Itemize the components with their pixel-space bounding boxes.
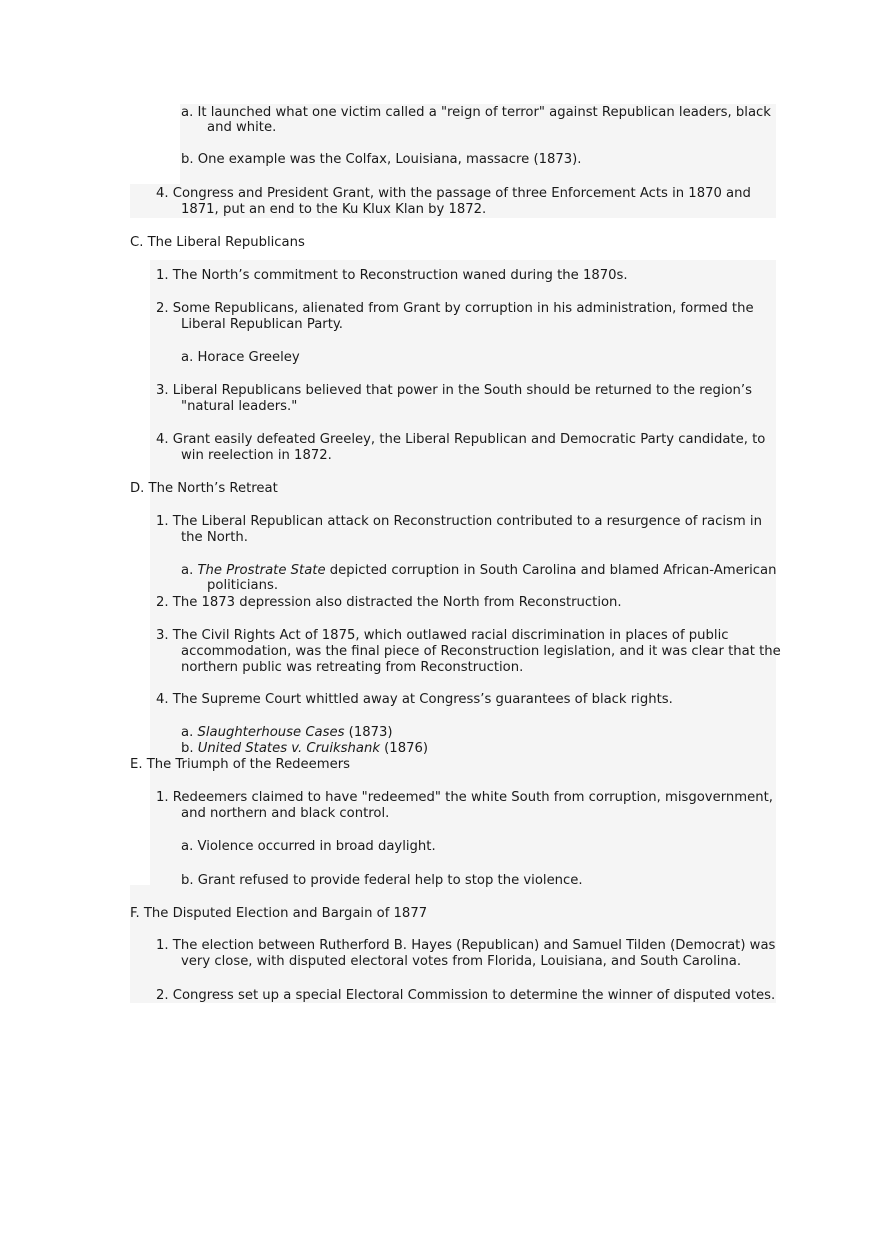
section-c-point-4-cont: win reelection in 1872.: [181, 448, 332, 463]
section-f-point-1: 1. The election between Rutherford B. Hayes (Republican) and Samuel Tilden (Democrat) was: [156, 938, 776, 953]
section-c-point-2a: a. Horace Greeley: [181, 350, 300, 365]
section-e-heading: E. The Triumph of the Redeemers: [130, 757, 351, 772]
section-c-point-2-cont: Liberal Republican Party.: [181, 317, 343, 332]
section-c-point-1: 1. The North’s commitment to Reconstruction waned during the 1870s.: [156, 268, 628, 283]
section-c-heading: C. The Liberal Republicans: [130, 235, 305, 250]
section-d-point-3-cont1: accommodation, was the final piece of Reconstruction legislation, and it was clear that the: [181, 644, 781, 659]
intro-item-a: a. It launched what one victim called a "reign of terror" against Republican leaders, black: [181, 105, 771, 120]
section-d-point-1a-title: The Prostrate State: [197, 563, 326, 578]
intro-item-a-cont: and white.: [207, 120, 277, 135]
section-d-point-1: 1. The Liberal Republican attack on Reconstruction contributed to a resurgence of racism in: [156, 514, 762, 529]
section-e-point-1a: a. Violence occurred in broad daylight.: [181, 839, 436, 854]
section-d-point-4b: [181, 741, 428, 757]
section-d-point-1a: [181, 563, 777, 579]
intro-point-4-cont: 1871, put an end to the Ku Klux Klan by 1872.: [181, 202, 487, 217]
section-d-point-1-cont: the North.: [181, 530, 248, 545]
section-d-point-1a-rest: depicted corruption in South Carolina and blamed African-American: [325, 563, 777, 578]
section-c-point-3: 3. Liberal Republicans believed that power in the South should be returned to the region’s: [156, 383, 752, 398]
section-d-point-4a-rest: (1873): [344, 725, 393, 740]
section-c-point-2: 2. Some Republicans, alienated from Grant by corruption in his administration, formed the: [156, 301, 754, 316]
section-d-heading: D. The North’s Retreat: [130, 481, 278, 496]
section-d-point-3: 3. The Civil Rights Act of 1875, which outlawed racial discrimination in places of public: [156, 628, 729, 643]
intro-point-4: 4. Congress and President Grant, with the passage of three Enforcement Acts in 1870 and: [156, 186, 751, 201]
section-d-point-4: 4. The Supreme Court whittled away at Congress’s guarantees of black rights.: [156, 692, 673, 707]
section-c-point-4: 4. Grant easily defeated Greeley, the Liberal Republican and Democratic Party candidate, to: [156, 432, 766, 447]
section-d-point-1a-cont: politicians.: [207, 578, 279, 593]
section-e-point-1: 1. Redeemers claimed to have "redeemed" the white South from corruption, misgovernment,: [156, 790, 773, 805]
section-d-point-3-cont2: northern public was retreating from Reconstruction.: [181, 660, 524, 675]
section-f-point-2: 2. Congress set up a special Electoral Commission to determine the winner of disputed votes.: [156, 988, 776, 1003]
section-f-heading: F. The Disputed Election and Bargain of 1877: [130, 906, 428, 921]
section-c-point-3-cont: "natural leaders.": [181, 399, 298, 414]
section-d-point-4a: [181, 725, 393, 741]
section-d-point-2: 2. The 1873 depression also distracted the North from Reconstruction.: [156, 595, 622, 610]
section-d-point-4b-prefix: b.: [181, 741, 198, 756]
intro-item-b: b. One example was the Colfax, Louisiana, massacre (1873).: [181, 152, 582, 167]
section-d-point-4b-title: United States v. Cruikshank: [197, 741, 380, 756]
section-d-point-4a-title: Slaughterhouse Cases: [197, 725, 345, 740]
section-e-point-1b: b. Grant refused to provide federal help to stop the violence.: [181, 873, 583, 888]
section-d-point-4a-prefix: a.: [181, 725, 198, 740]
section-e-point-1-cont: and northern and black control.: [181, 806, 390, 821]
section-d-point-4b-rest: (1876): [379, 741, 429, 756]
section-d-point-1a-prefix: a.: [181, 563, 198, 578]
section-f-point-1-cont: very close, with disputed electoral votes from Florida, Louisiana, and South Carolina.: [181, 954, 742, 969]
